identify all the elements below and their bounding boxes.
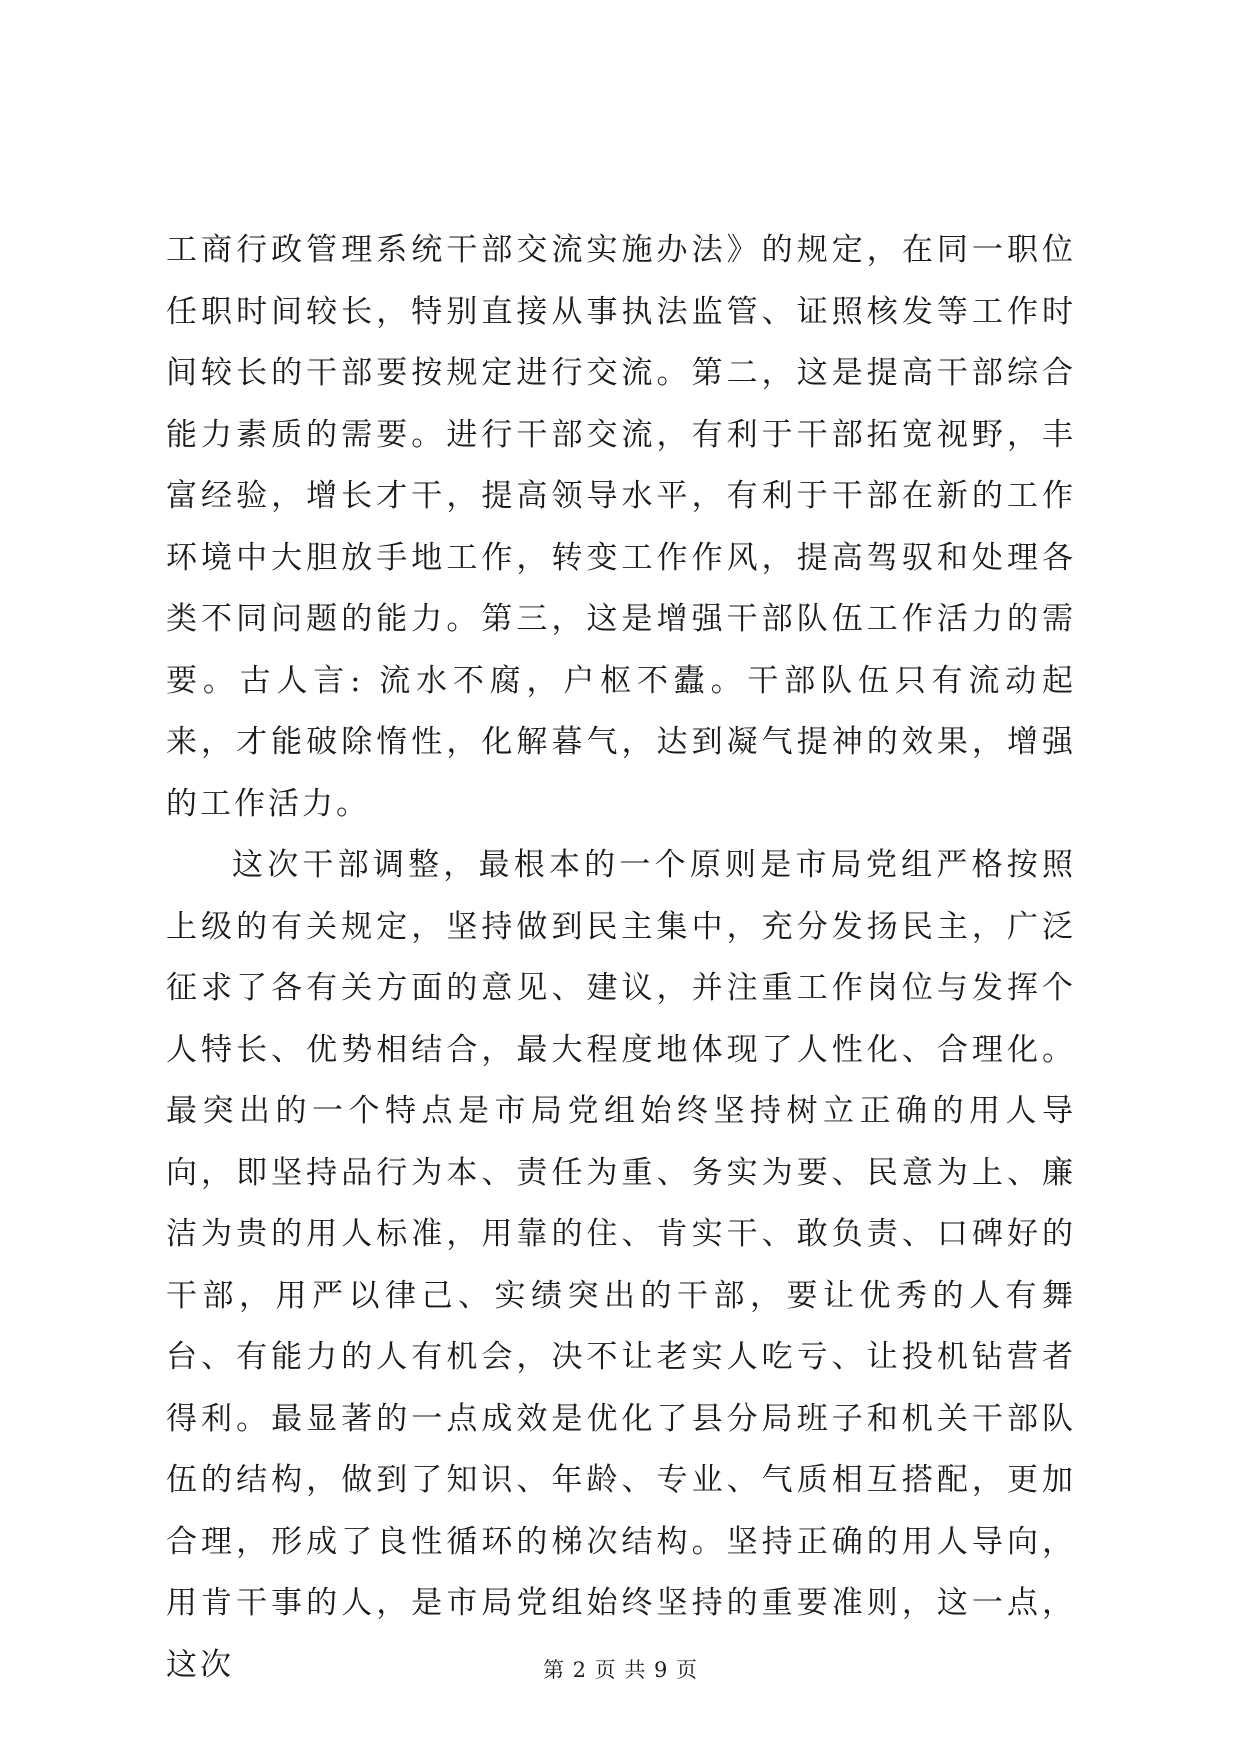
paragraph-cadre-adjustment: 这次干部调整，最根本的一个原则是市局党组严格按照上级的有关规定，坚持做到民主集中，充分发扬民主，广泛征求了各有关方面的意见、建议，并注重工作岗位与发挥个人特长、优势相结合，最大程度地体现了人性化、合理化。最突出的一个特点是市局党组始终坚持树立正确的用人导向，即坚持品行为本、责任为重、务实为要、民意为上、廉洁为贵的用人标准，用靠的住、肯实干、敢负责、口碑好的干部，用严以律己、实绩突出的干部，要让优秀的人有舞台、有能力的人有机会，决不让老实人吃亏、让投机钻营者得利。最显著的一点成效是优化了县分局班子和机关干部队伍的结构，做到了知识、年龄、专业、气质相互搭配，更加合理，形成了良性循环的梯次结构。坚持正确的用人导向，用肯干事的人，是市局党组始终坚持的重要准则，这一点，这次	[166, 847, 1076, 1683]
page-number-footer: 第 2 页 共 9 页	[542, 1658, 699, 1682]
paragraph-continuation: 工商行政管理系统干部交流实施办法》的规定，在同一职位任职时间较长，特别直接从事执法监管、证照核发等工作时间较长的干部要按规定进行交流。第二，这是提高干部综合能力素质的需要。进行干部交流，有利于干部拓宽视野，丰富经验，增长才干，提高领导水平，有利于干部在新的工作环境中大胆放手地工作，转变工作作风，提高驾驭和处理各类不同问题的能力。第三，这是增强干部队伍工作活力的需要。古人言: 流水不腐，户枢不蠹。干部队伍只有流动起来，才能破除惰性，化解暮气，达到凝气提神的效果，增强的工作活力。	[166, 232, 1076, 822]
document-body	[166, 220, 1076, 1696]
